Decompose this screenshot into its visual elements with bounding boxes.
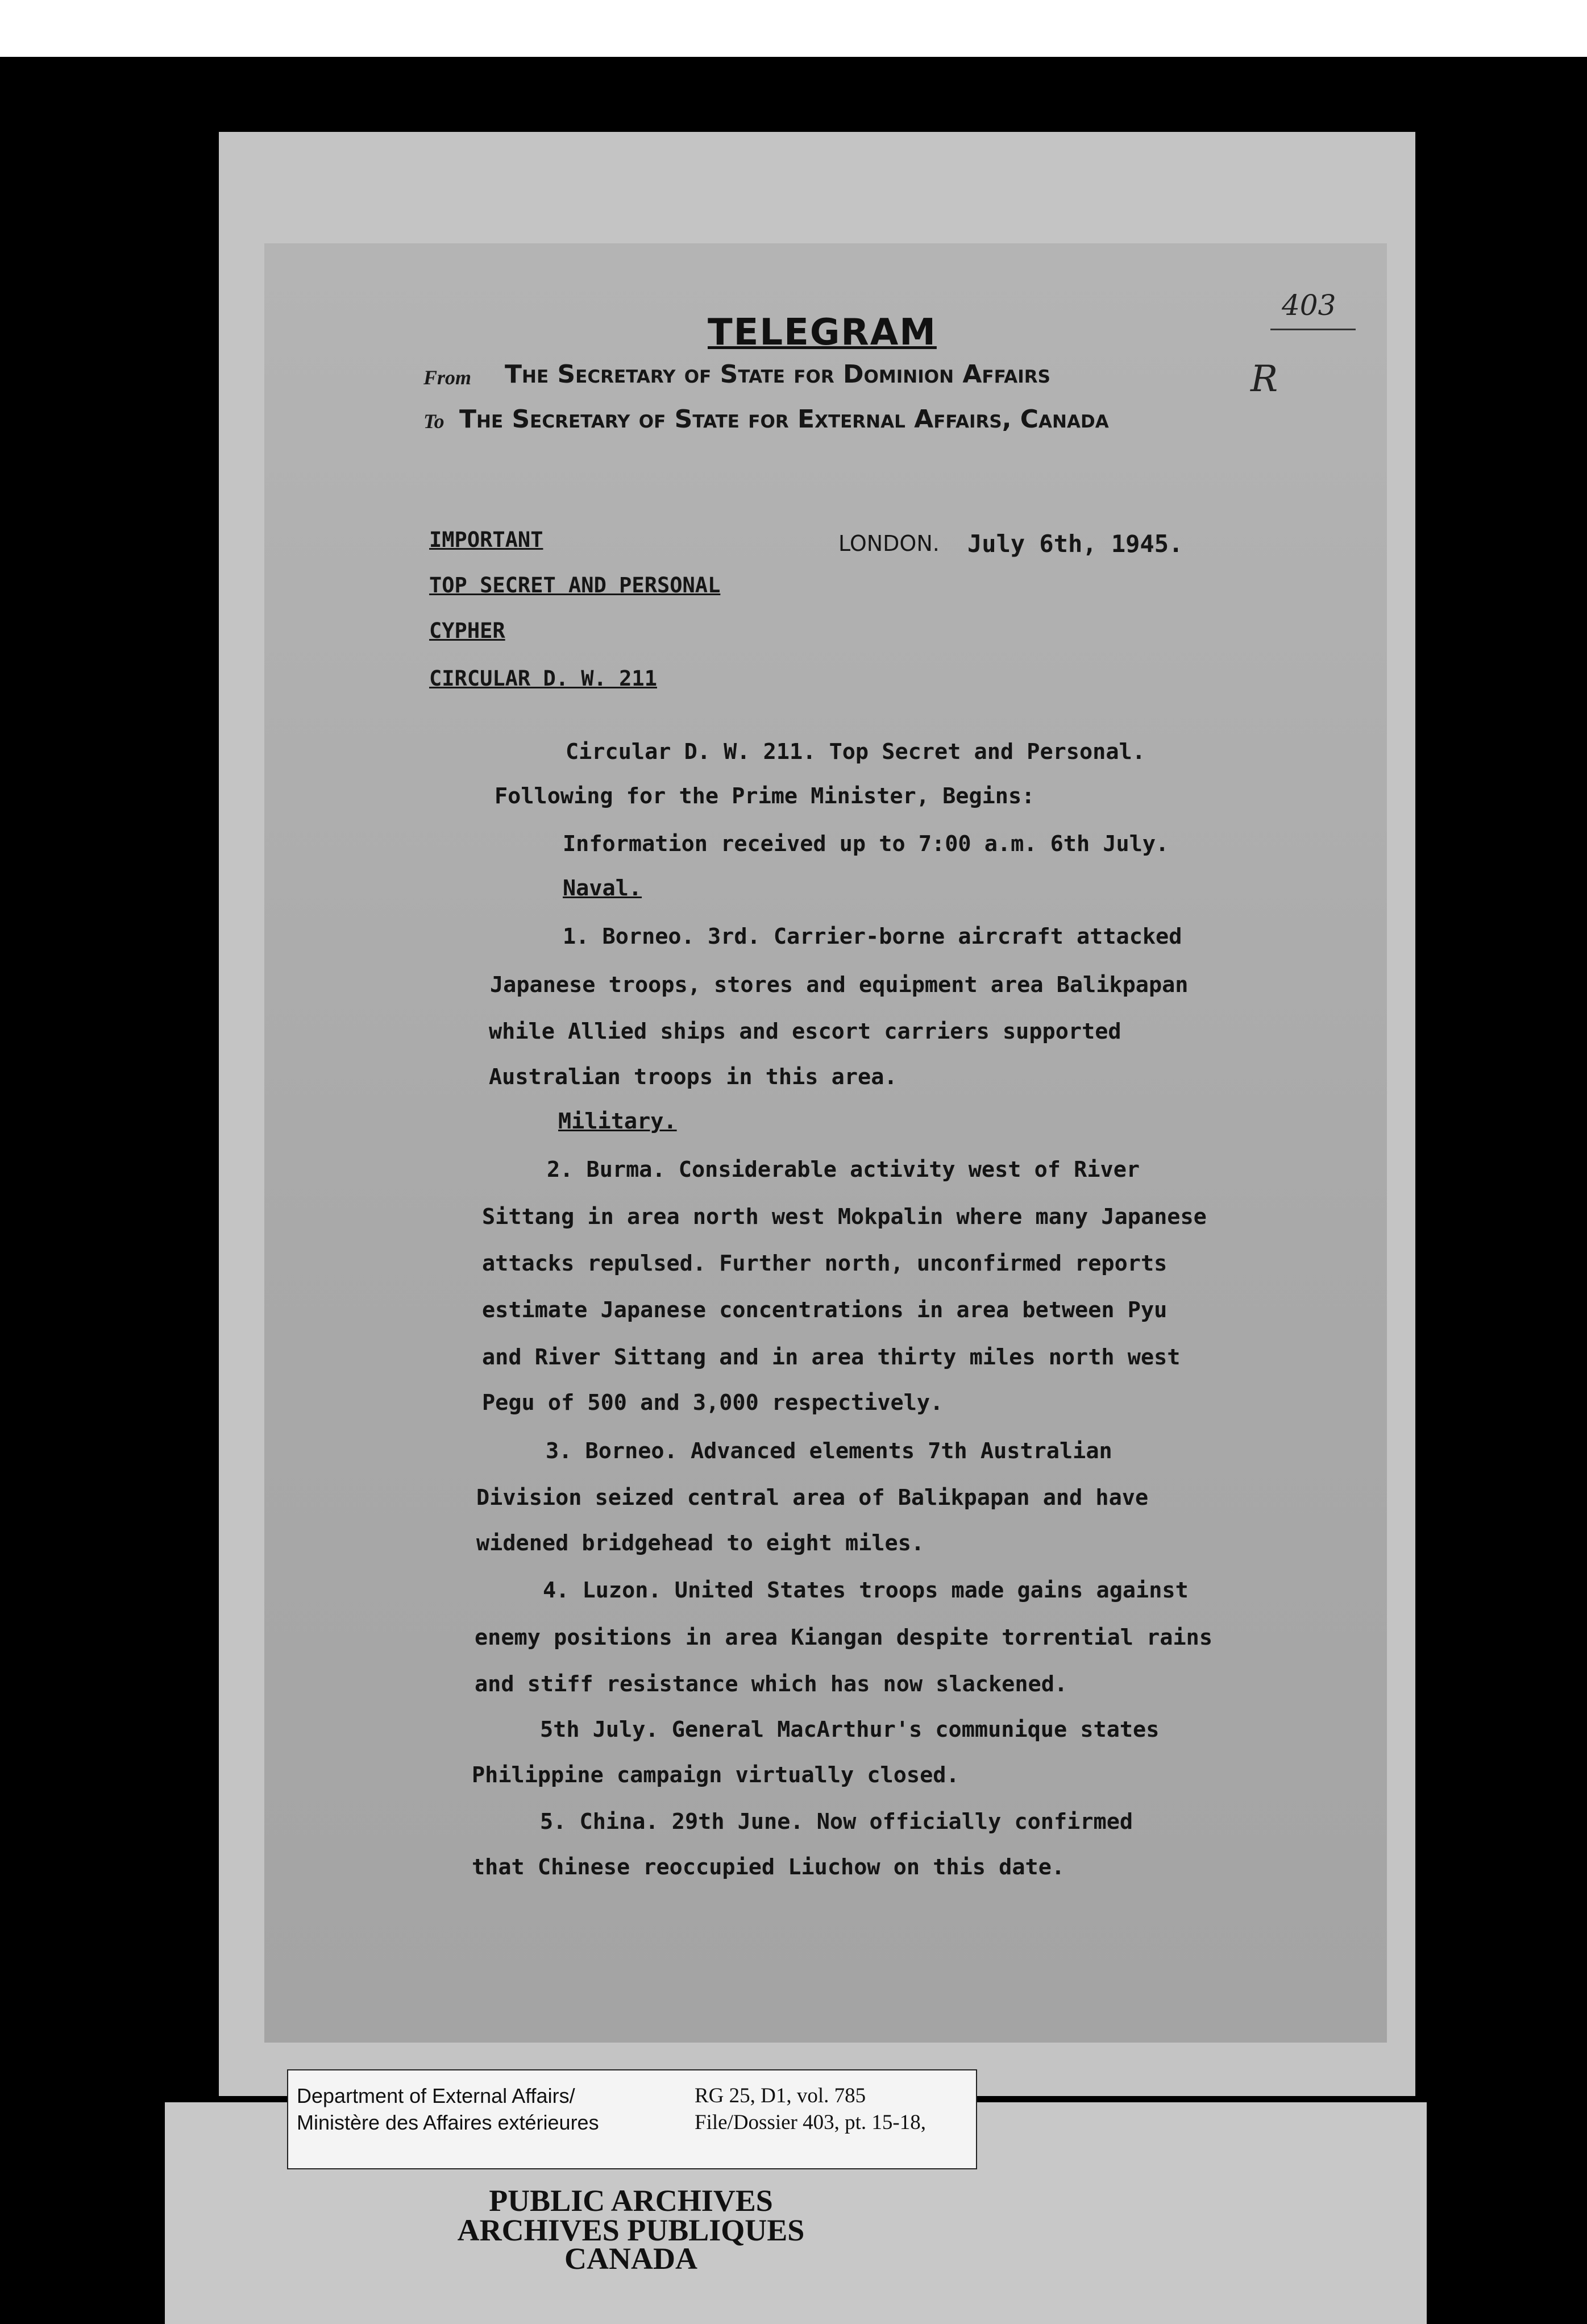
body-line: Circular D. W. 211. Top Secret and Personal. bbox=[566, 739, 1145, 765]
body-line: 5. China. 29th June. Now officially confirmed bbox=[540, 1809, 1133, 1835]
classification-important: IMPORTANT bbox=[429, 528, 543, 552]
folio-number-mark: 403 bbox=[1282, 289, 1336, 322]
place: LONDON. bbox=[838, 531, 940, 556]
body-line: Following for the Prime Minister, Begins: bbox=[495, 783, 1035, 809]
body-line: Philippine campaign virtually closed. bbox=[472, 1762, 959, 1788]
archives-stamp-line-1: PUBLIC ARCHIVES bbox=[489, 2184, 773, 2218]
telegram-title: TELEGRAM bbox=[708, 312, 937, 354]
body-line: 4. Luzon. United States troops made gains against bbox=[543, 1578, 1189, 1603]
classification-circular: CIRCULAR D. W. 211 bbox=[429, 666, 657, 691]
initial-mark: R bbox=[1251, 358, 1278, 400]
body-line: Information received up to 7:00 a.m. 6th July. bbox=[563, 831, 1169, 857]
department-line-fr: Ministère des Affaires extérieures bbox=[297, 2111, 599, 2134]
archives-stamp-line-3: CANADA bbox=[564, 2242, 697, 2276]
body-line: and River Sittang and in area thirty miles north west bbox=[482, 1344, 1181, 1370]
body-line: 3. Borneo. Advanced elements 7th Australian bbox=[546, 1438, 1112, 1464]
record-group-reference: RG 25, D1, vol. 785 bbox=[695, 2084, 866, 2107]
archives-stamp-line-2: ARCHIVES PUBLIQUES bbox=[457, 2213, 805, 2247]
section-heading-military: Military. bbox=[558, 1109, 677, 1134]
file-reference: File/Dossier 403, pt. 15-18, bbox=[695, 2111, 926, 2134]
classification-cypher: CYPHER bbox=[429, 619, 505, 643]
body-line: widened bridgehead to eight miles. bbox=[476, 1530, 925, 1556]
to-label: To bbox=[423, 410, 444, 433]
body-line: while Allied ships and escort carriers supported bbox=[489, 1019, 1121, 1044]
body-line: enemy positions in area Kiangan despite torrential rains bbox=[475, 1625, 1213, 1650]
classification-secrecy: TOP SECRET AND PERSONAL bbox=[429, 573, 721, 597]
body-line: Japanese troops, stores and equipment area Balikpapan bbox=[490, 972, 1189, 998]
body-line: that Chinese reoccupied Liuchow on this date. bbox=[472, 1854, 1065, 1880]
department-line-en: Department of External Affairs/ bbox=[297, 2084, 575, 2107]
from-label: From bbox=[423, 366, 472, 389]
to-line: The Secretary of State for External Affairs, Canada bbox=[459, 405, 1109, 434]
from-line: The Secretary of State for Dominion Affairs bbox=[505, 360, 1050, 389]
scan-top-margin bbox=[0, 0, 1587, 57]
body-line: 1. Borneo. 3rd. Carrier-borne aircraft attacked bbox=[563, 924, 1182, 949]
body-line: estimate Japanese concentrations in area between Pyu bbox=[482, 1297, 1168, 1323]
section-heading-naval: Naval. bbox=[563, 875, 642, 901]
body-line: Pegu of 500 and 3,000 respectively. bbox=[482, 1390, 944, 1416]
body-line: 2. Burma. Considerable activity west of River bbox=[547, 1157, 1140, 1182]
body-line: 5th July. General MacArthur's communique states bbox=[540, 1717, 1160, 1742]
body-line: Division seized central area of Balikpapan and have bbox=[476, 1485, 1149, 1510]
body-line: Australian troops in this area. bbox=[489, 1064, 898, 1090]
body-line: and stiff resistance which has now slackened. bbox=[475, 1671, 1068, 1697]
folio-underline bbox=[1270, 329, 1356, 330]
date: July 6th, 1945. bbox=[967, 530, 1183, 558]
body-line: Sittang in area north west Mokpalin where many Japanese bbox=[482, 1204, 1207, 1230]
body-line: attacks repulsed. Further north, unconfirmed reports bbox=[482, 1251, 1168, 1276]
